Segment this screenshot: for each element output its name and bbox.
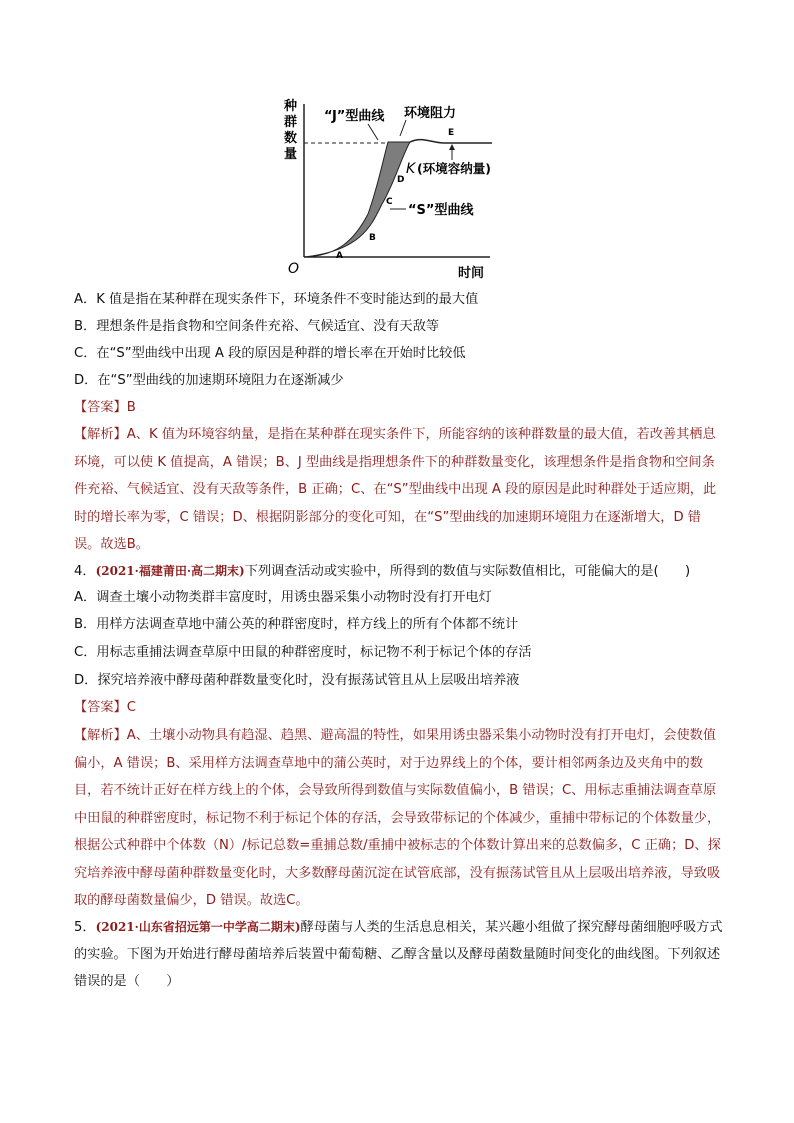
x-axis-label: 时间 <box>458 266 485 281</box>
q3-analysis-text: A、K 值为环境容纳量，是指在某种群在现实条件下，所能容纳的该种群数量的最大值，若改善其栖息环境，可以使 K 值提高，A 错误；B、J 型曲线是指理想条件下的种群数量变化，该理想条件是指食物和空间条件充裕、气候适宜、没有天敌等条件，B 正确；C、在“S”型曲线中出现 A 段的原因是此时种群处于适应期，此时的增长率为零，C 错误；D、根据阴影部分的变化可知，在“S”型曲线的加速期环境阻力在逐渐增大，D 错误。故选B。 <box>74 427 717 552</box>
q3-analysis <box>74 421 722 559</box>
j-curve-label: “J”型曲线 <box>324 109 385 124</box>
population-growth-figure <box>282 96 522 282</box>
y-axis-label-2: 群 <box>284 115 298 130</box>
q4-analysis-tag: 【解析】 <box>74 728 127 743</box>
q3-answer-value: B <box>126 400 136 415</box>
point-a-label: A <box>336 251 343 261</box>
q3-option-a: A．K 值是指在某种群在现实条件下，环境条件不变时能达到的最大值 <box>74 292 479 307</box>
resistance-label: 环境阻力 <box>404 106 457 121</box>
q4-number: 4． <box>74 564 96 579</box>
s-curve-label: “S”型曲线 <box>408 203 474 218</box>
q4-option-a: A．调查土壤小动物类群丰富度时，用诱虫器采集小动物时没有打开电灯 <box>74 590 492 605</box>
point-c-label: C <box>386 197 393 207</box>
q4-option-b: B．用样方法调查草地中蒲公英的种群密度时，样方线上的所有个体都不统计 <box>74 617 519 632</box>
origin-label: O <box>288 261 300 277</box>
q4-answer-tag: 【答案】 <box>74 700 127 715</box>
q4-stem <box>74 561 690 582</box>
q3-option-c: C．在“S”型曲线中出现 A 段的原因是种群的增长率在开始时比较低 <box>74 346 466 361</box>
q3-analysis-tag: 【解析】 <box>74 427 127 442</box>
q4-source: (2021·福建莆田·高二期末) <box>95 564 245 578</box>
q3-answer <box>74 398 136 418</box>
q4-answer-value: C <box>126 700 136 715</box>
q5-stem-text: 酵母菌与人类的生活息息相关，某兴趣小组做了探究酵母菌细胞呼吸方式的实验。下图为开始进行酵母菌培养后装置中葡萄糖、乙醇含量以及酵母菌数量随时间变化的曲线图。下列叙述错误的是（ ） <box>74 920 723 989</box>
q4-answer <box>74 698 136 718</box>
j-curve-pointer <box>368 124 378 140</box>
q3-answer-tag: 【答案】 <box>74 400 127 415</box>
s-curve-top <box>410 140 492 143</box>
curve-diagram <box>282 96 522 282</box>
q4-analysis <box>74 722 722 915</box>
q3-option-b: B．理想条件是指食物和空间条件充裕、气候适宜、没有天敌等 <box>74 319 440 334</box>
q5-source: (2021·山东省招远第一中学高二期末) <box>95 920 301 934</box>
k-label: K <box>406 161 416 177</box>
q4-stem-text: 下列调查活动或实验中，所得到的数值与实际数值相比，可能偏大的是( ) <box>244 564 691 579</box>
k-note: (环境容纳量) <box>417 161 491 176</box>
k-arrowhead <box>449 144 455 150</box>
q5-number: 5． <box>74 920 96 935</box>
q4-option-d: D．探究培养液中酵母菌种群数量变化时，没有振荡试管且从上层吸出培养液 <box>74 673 520 688</box>
resistance-pointer <box>400 120 406 136</box>
y-axis-label-3: 数 <box>284 131 298 146</box>
y-axis-label-4: 量 <box>284 147 298 162</box>
q3-option-d: D．在“S”型曲线的加速期环境阻力在逐渐减少 <box>74 373 344 388</box>
y-axis-label-1: 种 <box>284 99 298 114</box>
environmental-resistance-area <box>304 142 410 257</box>
q4-option-c: C．用标志重捕法调查草原中田鼠的种群密度时，标记物不利于标记个体的存活 <box>74 645 532 660</box>
point-b-label: B <box>369 233 376 243</box>
q4-analysis-text: A、土壤小动物具有趋湿、趋黑、避高温的特性，如果用诱虫器采集小动物时没有打开电灯，会使数值偏小，A 错误；B、采用样方法调查草地中的蒲公英时，对于边界线上的个体，要计相邻两条边及夹角中的数目，若不统计正好在样方线上的个体，会导致所得到数值与实际数值偏小，B 错误；C、用标志重捕法调查草原中田鼠的种群密度时，标记物不利于标记个体的存活，会导致带标记的个体减少，重捕中带标记的个体数量少，根据公式种群中个体数（N）/标记总数=重捕总数/重捕中被标志的个体数计算出来的总数偏多，C 正确；D、探究培养液中酵母菌种群数量变化时，大多数酵母菌沉淀在试管底部，没有振荡试管且从上层吸出培养液，导致吸取的酵母菌数量偏少，D 错误。故选C。 <box>74 728 721 908</box>
point-e-label: E <box>448 128 455 138</box>
point-d-label: D <box>397 175 405 185</box>
q5-stem <box>74 914 724 995</box>
